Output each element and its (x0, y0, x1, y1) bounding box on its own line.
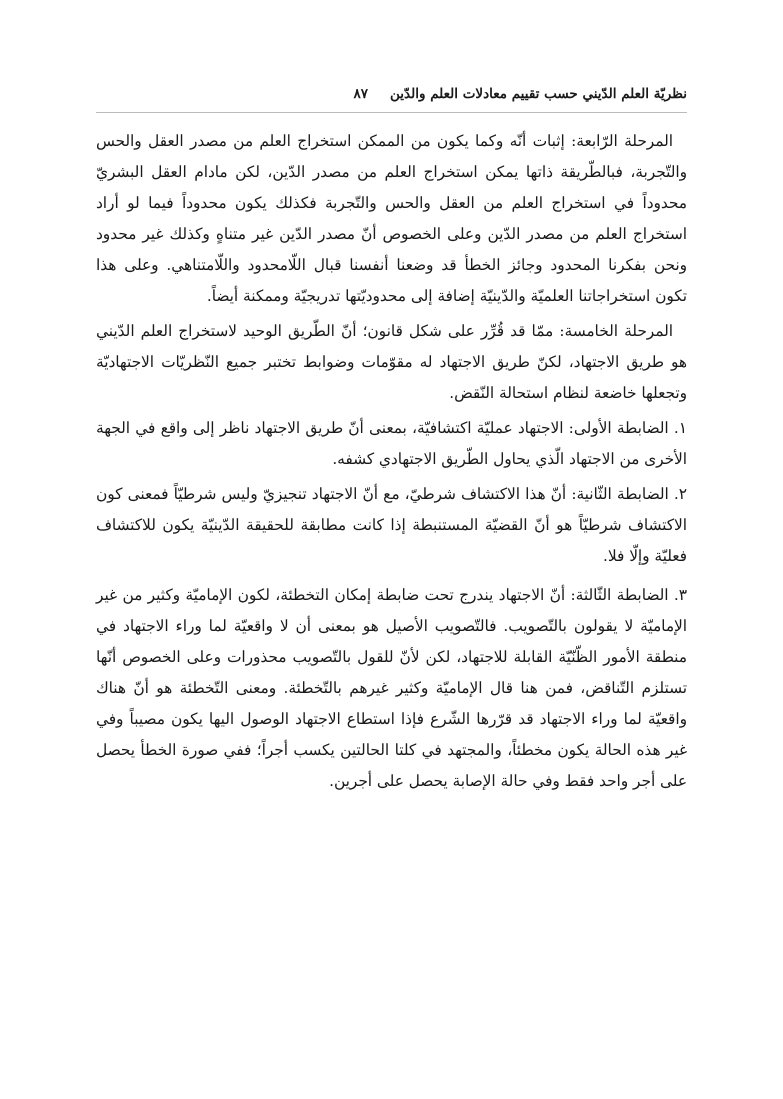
paragraph-stage-four: المرحلة الرّابعة: إثبات أنّه وكما يكون من الممكن استخراج العلم من مصدر العقل والحس والتّجربة، فبالطّريقة ذاتها يمكن استخراج العلم من مصدر الدّين، لكن مادام العقل البشريّ محدوداً في استخراج العلم من العقل والحس والتّجربة فكذلك يكون محدوداً فيما لو أراد استخراج العلم من مصدر الدّين وعلى الخصوص أنّ مصدر الدّين غير متناهٍ وكذلك غير محدود ونحن بفكرنا المحدود وجائز الخطأ قد وضعنا أنفسنا قبال اللّامحدود واللّامتناهي. وعلى هذا تكون استخراجاتنا العلميّة والدّينيّة إضافة إلى محدوديّتها تدريجيّة وممكنة أيضاً. (96, 132, 687, 305)
paragraph-rule-one: ١. الضابطة الأولى: الاجتهاد عمليّة اكتشافيّة، بمعنى أنّ طريق الاجتهاد ناظر إلى واقع في الجهة الأخرى من الاجتهاد الّذي يحاول الطّريق الاجتهادي كشفه. (96, 419, 687, 468)
paragraph-stage-five: المرحلة الخامسة: ممّا قد قُرِّر على شكل قانون؛ أنّ الطّريق الوحيد لاستخراج العلم الدّيني هو طريق الاجتهاد، لكنّ طريق الاجتهاد له مقوّمات وضوابط تختبر جميع النّظريّات الاجتهاديّة وتجعلها خاضعة لنظام استحالة النّقض. (96, 322, 687, 402)
body-text (96, 126, 687, 801)
running-title: نظريّة العلم الدّيني حسب تقييم معادلات العلم والدّين (389, 86, 687, 102)
running-header (96, 86, 687, 113)
paragraph-rule-three: ٣. الضابطة الثّالثة: أنّ الاجتهاد يندرج تحت ضابطة إمكان التخطئة، لكون الإماميّة وكثير من غير الإماميّة لا يقولون بالتّصويب. فالتّصويب الأصيل هو بمعنى أن لا واقعيّة لما وراء الاجتهاد في منطقة الأمور الظّنّيّة القابلة للاجتهاد، لكن لأنّ للقول بالتّصويب محذورات وعلى الخصوص أنّها تستلزم التّناقض، فمن هنا قال الإماميّة وكثير غيرهم بالتّخطئة. ومعنى التّخطئة هو أنّ هناك واقعيّة لما وراء الاجتهاد قد قرّرها الشّرع فإذا استطاع الاجتهاد الوصول اليها يكون مصيباً وفي غير هذه الحالة يكون مخطئاً، والمجتهد في كلتا الحالتين يكسب أجراً؛ ففي صورة الخطأ يحصل على أجر واحد فقط وفي حالة الإصابة يحصل على أجرين. (96, 586, 687, 790)
paragraph-rule-two: ٢. الضابطة الثّانية: أنّ هذا الاكتشاف شرطيّ، مع أنّ الاجتهاد تنجيزيّ وليس شرطيّاً فمعنى كون الاكتشاف شرطيّاً هو أنّ القضيّة المستنبطة إذا كانت مطابقة للحقيقة الدّينيّة يكون للاكتشاف فعليّة وإلّا فلا. (96, 485, 687, 565)
page-number: ٨٧ (353, 86, 368, 102)
